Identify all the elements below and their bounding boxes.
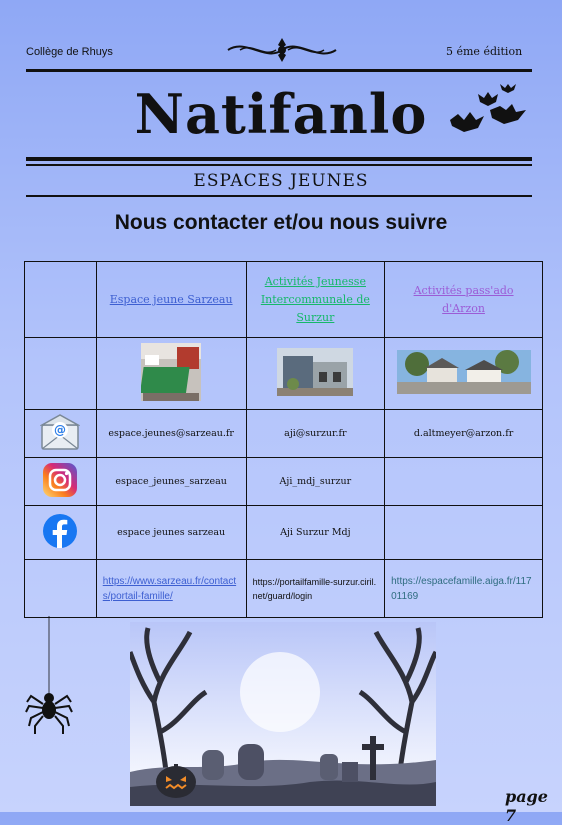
graveyard-illustration [130, 622, 436, 806]
table-cell [96, 506, 246, 560]
table-cell [246, 410, 385, 458]
sarzeau-link[interactable]: Espace jeune Sarzeau [109, 293, 233, 306]
sarzeau-portal-link[interactable]: https://www.sarzeau.fr/contacts/portail-famille/ [102, 575, 237, 602]
rule-section [26, 195, 532, 197]
ornament-flourish [226, 36, 338, 64]
school-name: Collège de Rhuys [26, 46, 113, 58]
table-row [25, 458, 543, 506]
arzon-email[interactable]: d.altmeyer@arzon.fr [413, 428, 514, 439]
table-cell [96, 410, 246, 458]
table-cell [246, 506, 385, 560]
arzon-link[interactable]: Activités pass'ado d'Arzon [413, 283, 514, 315]
table-cell [246, 338, 385, 410]
facebook-icon [42, 513, 78, 549]
table-cell [25, 410, 97, 458]
table-cell [385, 458, 543, 506]
sarzeau-facebook[interactable]: espace jeunes sarzeau [117, 527, 226, 538]
table-cell [385, 338, 543, 410]
table-cell [385, 506, 543, 560]
table-cell [25, 262, 97, 338]
sarzeau-instagram[interactable]: espace_jeunes_sarzeau [115, 476, 227, 487]
page-title: Nous contacter et/ou nous suivre [114, 211, 448, 234]
table-cell [25, 506, 97, 560]
table-row [25, 410, 543, 458]
table-cell [96, 458, 246, 506]
table-cell [385, 560, 543, 618]
aji-surzur-building-photo [277, 348, 353, 396]
table-header-cell [385, 262, 543, 338]
sarzeau-email[interactable]: espace.jeunes@sarzeau.fr [108, 428, 234, 439]
table-row [25, 338, 543, 410]
arzon-portal-link[interactable]: https://espacefamille.aiga.fr/11701169 [391, 575, 532, 602]
table-cell [25, 560, 97, 618]
contacts-table [24, 261, 543, 618]
arzon-street-photo [397, 350, 531, 394]
surzur-instagram[interactable]: Aji_mdj_surzur [279, 476, 352, 487]
espace-jeune-sarzeau-photo [141, 343, 201, 401]
table-row [25, 506, 543, 560]
section-title: ESPACES JEUNES [193, 171, 369, 191]
instagram-icon [42, 462, 78, 498]
spider-icon [24, 616, 74, 736]
table-cell [25, 338, 97, 410]
table-row [25, 560, 543, 618]
rule-double-2 [26, 164, 532, 166]
surzur-portal-link[interactable]: https://portailfamille-surzur.ciril.net/guard/login [252, 576, 377, 601]
svg-text:@: @ [54, 423, 67, 437]
table-header-cell [96, 262, 246, 338]
edition-label: 5 éme édition [446, 45, 523, 58]
page-number: page 7 [505, 787, 548, 825]
email-icon [40, 413, 80, 451]
rule-double-1 [26, 157, 532, 161]
table-header-cell [246, 262, 385, 338]
table-cell [96, 338, 246, 410]
table-cell [246, 458, 385, 506]
table-cell [385, 410, 543, 458]
bats-icon [448, 84, 528, 138]
table-cell [25, 458, 97, 506]
surzur-link[interactable]: Activités Jeunesse Intercommunale de Surzur [260, 274, 370, 324]
surzur-facebook[interactable]: Aji Surzur Mdj [280, 527, 351, 538]
table-row [25, 262, 543, 338]
masthead-title: Natifanlo [134, 82, 428, 146]
rule-top [26, 69, 532, 72]
table-cell [246, 560, 385, 618]
surzur-email[interactable]: aji@surzur.fr [284, 428, 347, 439]
table-cell [96, 560, 246, 618]
